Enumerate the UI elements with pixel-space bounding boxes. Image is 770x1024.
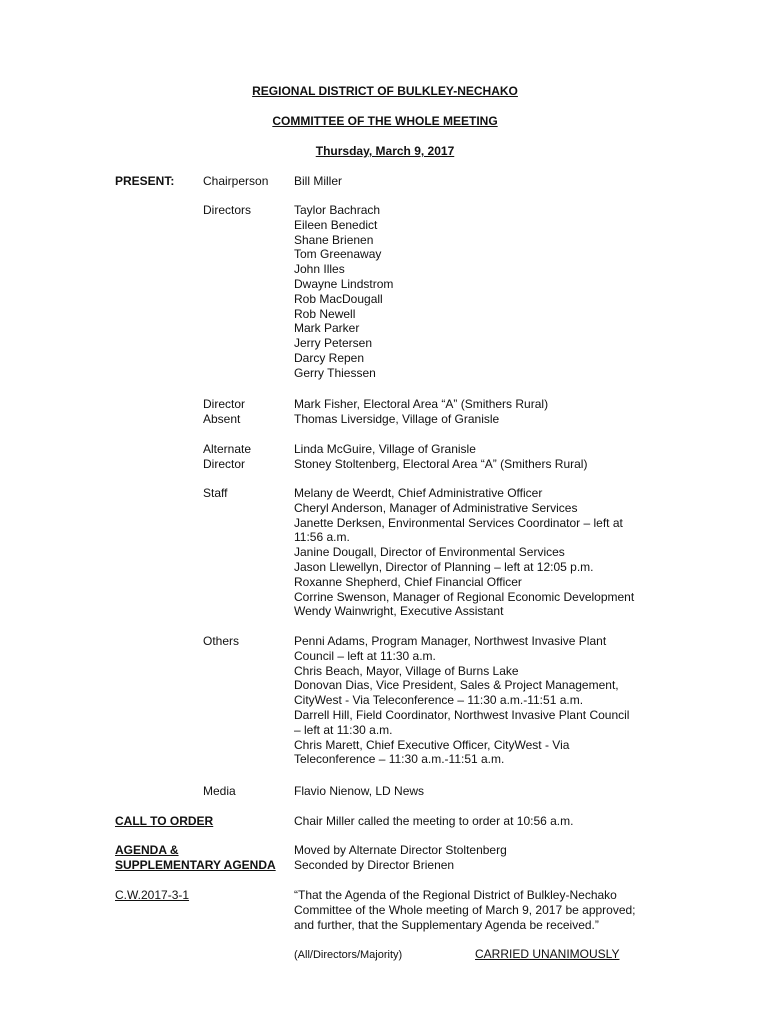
chairperson-role: Chairperson: [203, 174, 269, 188]
list-item: Roxanne Shepherd, Chief Financial Officer: [294, 574, 522, 589]
list-item: – left at 11:30 a.m.: [294, 722, 393, 737]
call-to-order-text: Chair Miller called the meeting to order at 10:56 a.m.: [294, 814, 574, 828]
list-item: Jerry Petersen: [294, 336, 373, 351]
list-item: Linda McGuire, Village of Granisle: [294, 442, 476, 456]
others-role: Others: [203, 634, 240, 648]
list-item: Donovan Dias, Vice President, Sales & Project Management,: [294, 678, 619, 693]
moved-by: Moved by Alternate Director Stoltenberg: [294, 843, 507, 857]
list-item: 11:56 a.m.: [294, 530, 350, 545]
list-item: Melany de Weerdt, Chief Administrative Officer: [294, 486, 543, 500]
list-item: Chris Marett, Chief Executive Officer, CityWest - Via: [294, 737, 570, 752]
list-item: Rob Newell: [294, 306, 356, 321]
seconded-by: Seconded by Director Brienen: [294, 857, 455, 872]
list-item: Dwayne Lindstrom: [294, 276, 394, 291]
list-item: Eileen Benedict: [294, 217, 378, 232]
list-item: Darcy Repen: [294, 350, 365, 365]
media-role: Media: [203, 784, 236, 798]
list-item: Rob MacDougall: [294, 291, 383, 306]
list-item: Tom Greenaway: [294, 247, 382, 262]
list-item: Jason Llewellyn, Director of Planning – left at 12:05 p.m.: [294, 559, 594, 574]
resolution-text: “That the Agenda of the Regional District of Bulkley-Nechako Committee of the Whole meeting of March 9, 2017 be approved; and further, that the Supplementary Agenda be received.”: [294, 888, 636, 932]
list-item: Janine Dougall, Director of Environmental Services: [294, 545, 565, 560]
directors-list: [294, 203, 393, 381]
call-to-order-heading: CALL TO ORDER: [115, 814, 214, 828]
present-label: PRESENT:: [115, 174, 175, 188]
alternate-director-list: [294, 442, 587, 472]
list-item: Council – left at 11:30 a.m.: [294, 648, 436, 663]
list-item: Chris Beach, Mayor, Village of Burns Lake: [294, 663, 519, 678]
list-item: Gerry Thiessen: [294, 365, 376, 380]
list-item: Taylor Bachrach: [294, 203, 381, 217]
list-item: Darrell Hill, Field Coordinator, Northwest Invasive Plant Council: [294, 707, 630, 722]
alternate-director-role: Alternate Director: [203, 442, 252, 471]
list-item: Stoney Stoltenberg, Electoral Area “A” (Smithers Rural): [294, 456, 588, 471]
director-absent-list: [294, 397, 548, 427]
chairperson-name: Bill Miller: [294, 174, 342, 188]
agenda-motion: [294, 843, 507, 873]
list-item: Teleconference – 11:30 a.m.-11:51 a.m.: [294, 752, 505, 767]
list-item: Thomas Liversidge, Village of Granisle: [294, 411, 500, 426]
meeting-date: Thursday, March 9, 2017: [315, 144, 455, 158]
agenda-heading: AGENDA & SUPPLEMENTARY AGENDA: [115, 843, 276, 872]
document-title: REGIONAL DISTRICT OF BULKLEY-NECHAKO: [252, 84, 518, 98]
list-item: Shane Brienen: [294, 232, 374, 247]
director-absent-role: Director Absent: [203, 397, 246, 426]
list-item: Mark Parker: [294, 321, 360, 336]
staff-list: [294, 486, 634, 619]
list-item: Janette Derksen, Environmental Services Coordinator – left at: [294, 515, 623, 530]
others-list: [294, 634, 629, 767]
list-item: John Illes: [294, 262, 345, 277]
list-item: Wendy Wainwright, Executive Assistant: [294, 604, 504, 619]
list-item: Corrine Swenson, Manager of Regional Economic Development: [294, 589, 635, 604]
vote-type: (All/Directors/Majority): [294, 949, 403, 961]
resolution-number: C.W.2017-3-1: [115, 888, 190, 902]
list-item: Cheryl Anderson, Manager of Administrative Services: [294, 500, 578, 515]
list-item: Penni Adams, Program Manager, Northwest Invasive Plant: [294, 634, 607, 648]
list-item: Mark Fisher, Electoral Area “A” (Smithers Rural): [294, 397, 549, 411]
list-item: CityWest - Via Teleconference – 11:30 a.m.-11:51 a.m.: [294, 693, 584, 708]
resolution-result: CARRIED UNANIMOUSLY: [475, 947, 620, 961]
staff-role: Staff: [203, 486, 228, 500]
meeting-title: COMMITTEE OF THE WHOLE MEETING: [272, 114, 498, 128]
media-name: Flavio Nienow, LD News: [294, 784, 425, 798]
directors-role: Directors: [203, 203, 252, 217]
